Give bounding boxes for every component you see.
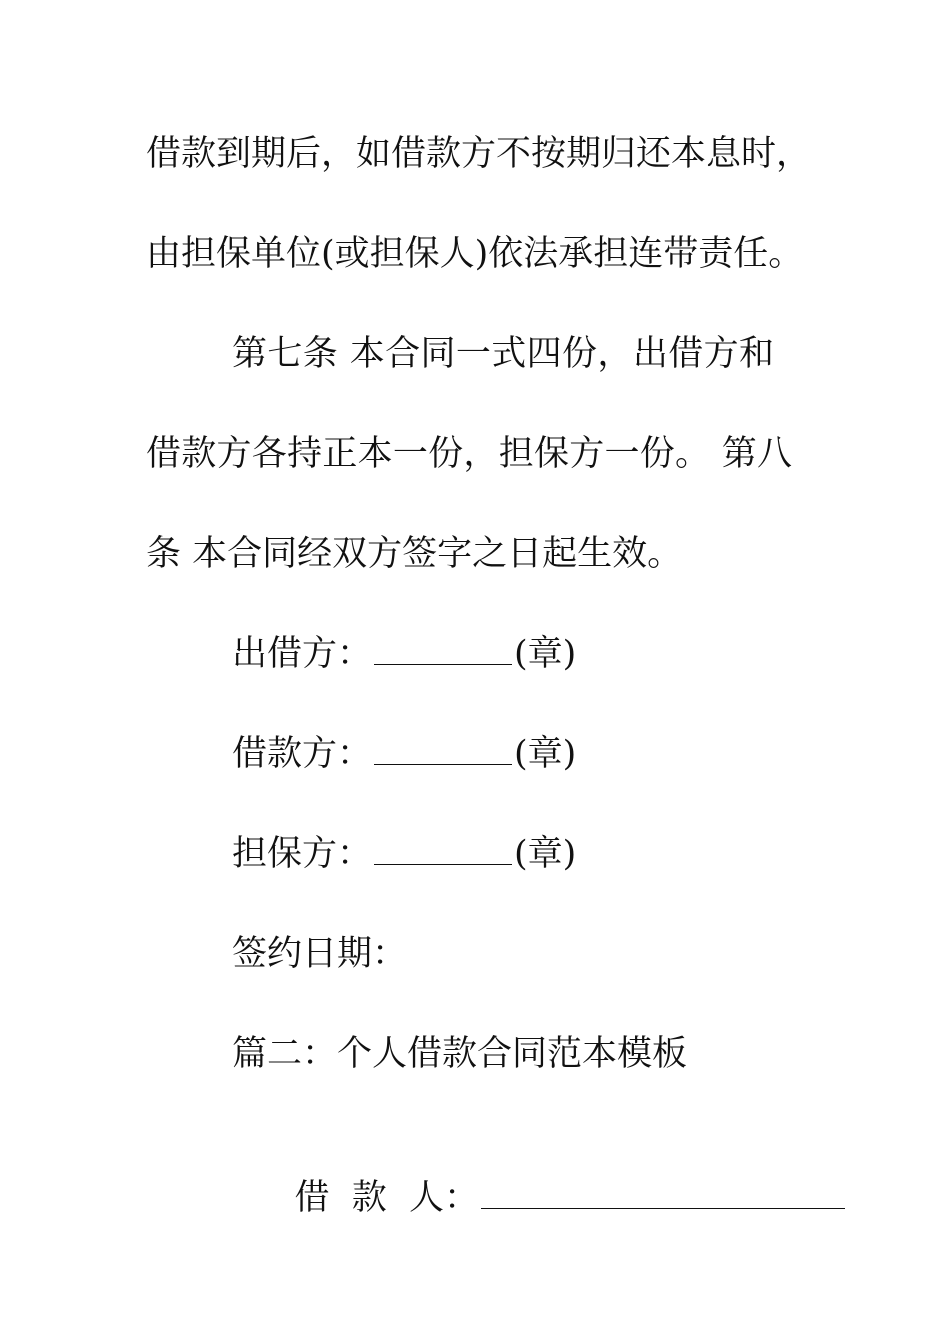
borrower-label: 借款方： [232, 734, 373, 774]
borrower-field-blank[interactable] [481, 1178, 845, 1209]
lender-blank[interactable] [374, 634, 512, 665]
paragraph-line-2: 由担保单位(或担保人)依法承担连带责任。 [146, 234, 804, 274]
paragraph-line-1: 借款到期后，如借款方不按期归还本息时， [146, 134, 812, 174]
section-title: 篇二：个人借款合同范本模板 [232, 1034, 688, 1074]
borrower-seal: (章) [514, 734, 577, 774]
paragraph-line-3: 第七条 本合同一式四份，出借方和 [232, 334, 774, 374]
guarantor-label: 担保方： [232, 834, 373, 874]
paragraph-line-4: 借款方各持正本一份，担保方一份。 第八 [146, 434, 792, 474]
lender-label: 出借方： [232, 634, 373, 674]
guarantor-seal: (章) [514, 834, 577, 874]
borrower-field-label: 借 款 人： [294, 1178, 480, 1218]
guarantor-blank[interactable] [374, 834, 512, 865]
borrower-field-line [250, 1132, 847, 1218]
lender-seal: (章) [514, 634, 577, 674]
sign-date-label: 签约日期： [232, 934, 408, 974]
guarantor-signature-line [232, 832, 576, 876]
lender-signature-line [232, 632, 576, 676]
paragraph-line-5: 条 本合同经双方签字之日起生效。 [146, 534, 683, 574]
borrower-signature-line [232, 732, 576, 776]
borrower-blank[interactable] [374, 734, 512, 765]
